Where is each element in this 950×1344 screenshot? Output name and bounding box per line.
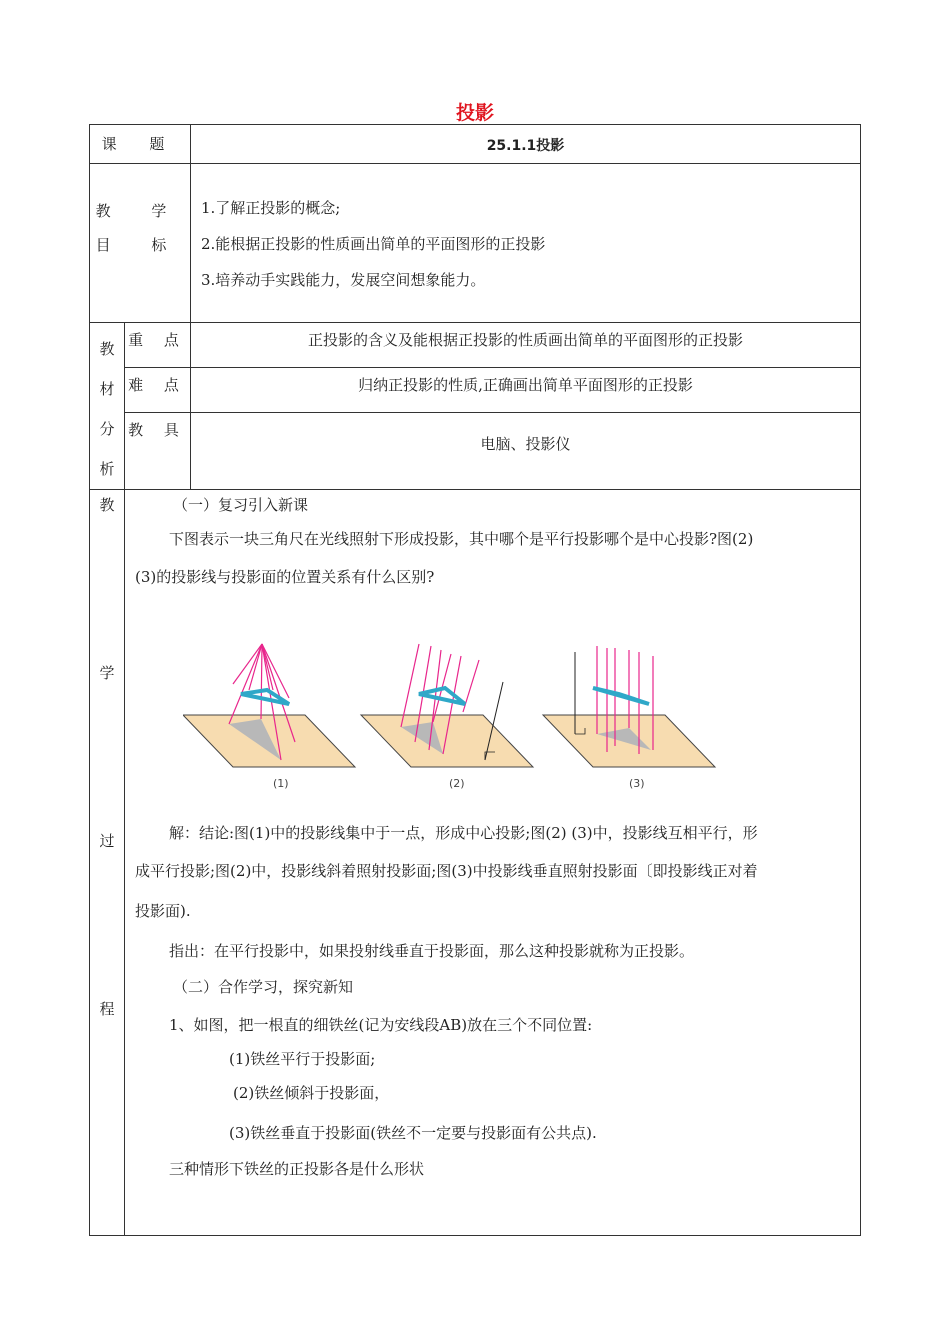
lesson-plan-table <box>89 124 861 1236</box>
goals-label <box>90 164 191 323</box>
section2-heading: （二）合作学习，探究新知 <box>173 978 354 996</box>
central-projection-diagram <box>183 644 355 790</box>
process-char: 程 <box>99 1000 115 1018</box>
analysis-char: 教 <box>99 340 115 358</box>
case-item: (3)铁丝垂直于投影面(铁丝不一定要与投影面有公共点). <box>229 1124 597 1142</box>
process-char: 学 <box>99 664 115 682</box>
figure-caption: (2) <box>449 777 465 790</box>
point-out-text: 指出：在平行投影中，如果投射线垂直于投影面，那么这种投影就称为正投影。 <box>169 942 695 960</box>
figure-caption: (3) <box>629 777 645 790</box>
difficulty-label: 难 点 <box>125 367 191 412</box>
triangle-ruler <box>593 688 649 704</box>
orthographic-projection-diagram <box>543 646 715 790</box>
analysis-side-label <box>90 323 125 490</box>
process-row <box>90 490 861 1236</box>
goals-list <box>191 164 861 323</box>
analysis-char: 析 <box>99 460 115 478</box>
tools-row <box>90 412 861 489</box>
subject-row <box>90 125 861 164</box>
intro-text: 下图表示一块三角尺在光线照射下形成投影，其中哪个是平行投影哪个是中心投影?图(2) <box>169 530 754 548</box>
process-char: 过 <box>99 832 115 850</box>
analysis-char: 材 <box>99 380 115 398</box>
projection-plane <box>361 715 533 767</box>
key-point-value: 正投影的含义及能根据正投影的性质画出简单的平面图形的正投影 <box>191 323 861 368</box>
process-side-label <box>90 490 125 1236</box>
process-content <box>125 490 861 1236</box>
answer-text: 成平行投影;图(2)中，投影线斜着照射投影面;图(3)中投影线垂直照射投影面〔即投影线正对着 <box>135 862 758 880</box>
key-point-row <box>90 323 861 368</box>
triangle-ruler <box>419 688 465 704</box>
difficulty-row <box>90 367 861 412</box>
goals-label-line1: 教 学 <box>95 202 185 220</box>
tools-value: 电脑、投影仪 <box>191 412 861 489</box>
projection-figure <box>183 642 723 794</box>
task1-text: 1、如图，把一根直的细铁丝(记为安线段AB)放在三个不同位置: <box>169 1016 593 1034</box>
tools-label: 教 具 <box>125 412 191 489</box>
page-title: 投影 <box>455 102 494 124</box>
goals-label-line2: 目 标 <box>95 236 185 254</box>
goal-item: 3.培养动手实践能力，发展空间想象能力。 <box>201 271 486 289</box>
key-point-label: 重 点 <box>125 323 191 368</box>
intro-text: (3)的投影线与投影面的位置关系有什么区别? <box>135 568 435 586</box>
subject-value: 25.1.1投影 <box>191 125 861 164</box>
triangle-ruler <box>241 690 289 704</box>
case-item: (2)铁丝倾斜于投影面， <box>233 1084 390 1102</box>
goal-item: 2.能根据正投影的性质画出简单的平面图形的正投影 <box>201 235 546 253</box>
case-item: (1)铁丝平行于投影面; <box>229 1050 376 1068</box>
analysis-char: 分 <box>99 420 115 438</box>
answer-text: 投影面). <box>135 902 191 920</box>
subject-label: 课 题 <box>90 125 191 164</box>
goals-row <box>90 164 861 323</box>
section1-heading: （一）复习引入新课 <box>173 496 309 514</box>
question-text: 三种情形下铁丝的正投影各是什么形状 <box>169 1160 425 1178</box>
process-char: 教 <box>99 496 115 514</box>
figure-caption: (1) <box>273 777 289 790</box>
answer-text: 解：结论:图(1)中的投影线集中于一点，形成中心投影;图(2) (3)中，投影线互相平行，形 <box>169 824 758 842</box>
oblique-projection-diagram <box>361 644 533 790</box>
goal-item: 1.了解正投影的概念; <box>201 199 341 217</box>
difficulty-value: 归纳正投影的性质,正确画出简单平面图形的正投影 <box>191 367 861 412</box>
